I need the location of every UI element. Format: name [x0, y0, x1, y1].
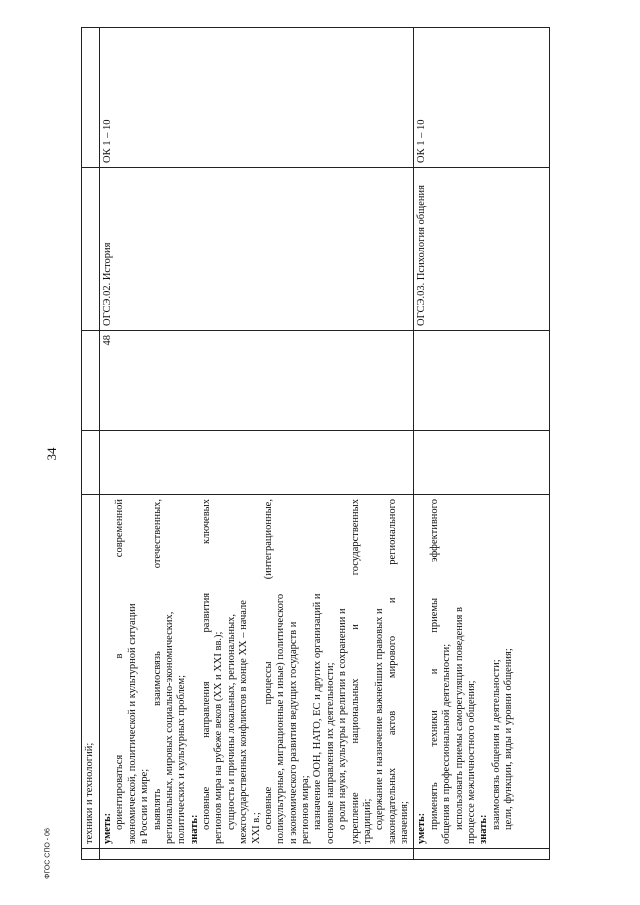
content-word: техники — [428, 710, 440, 747]
competencies-cell — [100, 28, 414, 168]
content-word: эффективного — [428, 499, 440, 562]
content-word: отечественных, — [151, 499, 163, 569]
discipline-name: ОГСЭ.03. Психология общения — [416, 185, 428, 326]
content-word: взаимосвязь — [151, 651, 163, 706]
content-line — [114, 499, 126, 844]
blank-cell — [100, 431, 414, 495]
footer-code: ФГОС СПО - 06 — [44, 828, 52, 879]
hours-value: 48 — [102, 335, 113, 346]
page-number: 34 — [44, 447, 59, 461]
discipline-name: ОГСЭ.02. История — [102, 242, 113, 326]
content-line: цели, функции, виды и уровни общения; — [503, 648, 514, 830]
content-line: регионов мира; — [300, 775, 311, 844]
content-word: направления — [201, 681, 212, 738]
content-line — [350, 499, 362, 844]
content-line: и экономического развития ведущих государств и — [287, 621, 299, 844]
hours-cell — [82, 331, 100, 431]
content-line: региональных, мировых социально-экономических, — [163, 611, 175, 844]
content-line: XXI в.; — [250, 812, 262, 844]
content-word: приемы — [428, 597, 440, 633]
competencies-code: ОК 1 – 10 — [416, 119, 428, 163]
content-line: общения в профессиональной деятельности; — [441, 643, 453, 844]
hours-cell — [100, 331, 414, 431]
blank-cell — [82, 849, 100, 860]
discipline-cell — [82, 168, 100, 331]
hours-cell — [414, 331, 550, 431]
content-word: государственных — [349, 499, 361, 576]
blank-cell — [414, 431, 550, 495]
content-word: регионального — [386, 499, 398, 565]
table-row — [100, 28, 414, 860]
content-line — [152, 499, 164, 844]
content-line: экономической, политической и культурной ситуации — [126, 603, 138, 844]
content-line — [201, 499, 213, 844]
table-row — [82, 28, 100, 860]
competencies-code: ОК 1 – 10 — [102, 119, 113, 163]
content-word: процессы — [262, 661, 274, 705]
content-word: мирового — [386, 635, 398, 679]
content-line: уметь: — [102, 812, 113, 844]
content-line: основные направления их деятельности; — [324, 662, 336, 844]
content-line: регионов мира на рубеже веков (XX и XXI вв.); — [213, 631, 225, 844]
content-word: и — [349, 624, 361, 630]
content-word: в — [114, 653, 126, 659]
table-row — [414, 28, 550, 860]
rotated-table-container — [81, 28, 535, 860]
content-line: межгосударственных конфликтов в конце XX – начале — [238, 600, 250, 844]
content-word: и — [386, 597, 398, 604]
content-word: ориентироваться — [114, 754, 126, 830]
content-line — [429, 499, 441, 844]
content-cell — [82, 495, 100, 849]
content-word: (интеграционные, — [262, 499, 274, 580]
content-word: и — [428, 668, 440, 675]
content-line: значения; — [399, 801, 410, 844]
content-line: поликультурные, миграционные и иные) политического — [275, 593, 287, 844]
content-line: уметь: — [416, 812, 428, 844]
content-line: знать: — [188, 814, 200, 844]
content-word: актов — [386, 710, 398, 736]
content-word: выявлять — [151, 788, 163, 830]
competencies-cell — [82, 28, 100, 168]
curriculum-table — [81, 27, 550, 860]
content-word: основные — [262, 786, 274, 830]
content-word: укрепление — [349, 792, 361, 844]
content-word: основные — [201, 786, 212, 830]
blank-cell — [82, 431, 100, 495]
content-line: о роли науки, культуры и религии в сохранении и — [337, 608, 349, 830]
discipline-cell — [100, 168, 414, 331]
content-word: законодательных — [386, 767, 398, 844]
competencies-cell — [414, 28, 550, 168]
content-line: содержание и назначение важнейших правовых и — [374, 608, 386, 830]
content-cell — [414, 495, 550, 849]
content-line: процессе межличностного общения; — [465, 680, 477, 844]
content-word: современной — [114, 499, 126, 558]
content-line: знать: — [478, 814, 490, 844]
content-line: назначение ООН, НАТО, ЕС и других организаций и — [312, 593, 324, 830]
content-line: взаимосвязь общения и деятельности; — [490, 659, 502, 830]
content-line — [387, 499, 399, 844]
content-line: использовать приемы саморегуляции поведения в — [453, 607, 465, 830]
content-line: техники и технологий; — [84, 742, 95, 844]
content-cell — [100, 495, 414, 849]
content-word: развития — [201, 592, 212, 633]
content-word: ключевых — [201, 499, 212, 545]
discipline-cell — [414, 168, 550, 331]
content-line — [263, 499, 275, 844]
content-line: традиций; — [361, 798, 373, 844]
blank-cell — [414, 849, 550, 860]
content-line: политических и культурных проблем; — [176, 674, 188, 844]
blank-cell — [100, 849, 414, 860]
content-line: сущность и причины локальных, региональных, — [225, 613, 237, 830]
content-word: национальных — [349, 678, 361, 744]
content-word: применять — [428, 782, 440, 830]
content-line: в России и мире; — [139, 768, 151, 844]
